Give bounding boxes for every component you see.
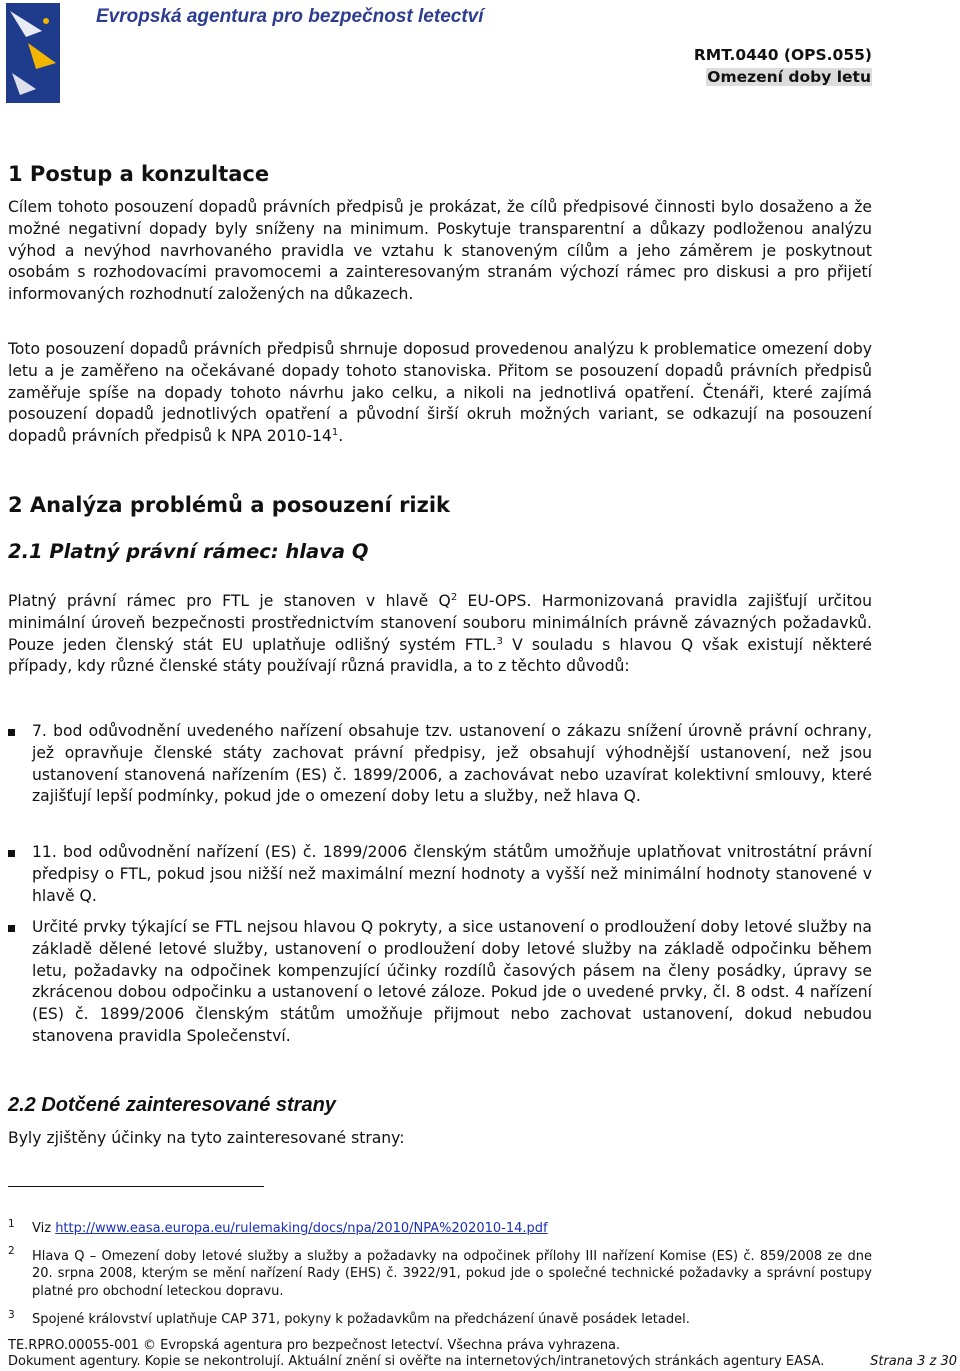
list-item xyxy=(8,721,872,808)
bullet-square-icon xyxy=(8,729,15,736)
list-item-text: 7. bod odůvodnění uvedeného nařízení obsahuje tzv. ustanovení o zákazu snížení úrovně právní ochrany, jež opravňuje členské státy zachovat právní předpisy, jež obsahují výhodnější ustanovení, než jsou ustanovení stanovená nařízením (ES) č. 1899/2006, a zachovávat nebo uzavírat kolektivní smlouvy, které zajišťují lepší podmínky, pokud jde o omezení doby letu a služby, než hlava Q. xyxy=(32,722,872,806)
document-subtitle: Omezení doby letu xyxy=(707,68,871,86)
npa-link[interactable]: http://www.easa.europa.eu/rulemaking/docs/npa/2010/NPA%202010-14.pdf xyxy=(55,1221,548,1236)
bullet-square-icon xyxy=(8,850,15,857)
page-number: Strana 3 z 30 xyxy=(870,1354,957,1369)
footnote-2: Hlava Q – Omezení doby letové služby a služby a požadavky na odpočinek přílohy III nařízení Komise (ES) č. 859/2008 ze dne 20. srpna 2008, kterým se mění nařízení Rady (EHS) č. 3922/91, pokud jde o společné technické požadavky a správní postupy platné pro obchodní leteckou dopravu. xyxy=(32,1249,872,1299)
list-item-text: 11. bod odůvodnění nařízení (ES) č. 1899/2006 členským státům umožňuje uplatňovat vnitrostátní právní předpisy o FTL, pokud jsou nižší než maximální mezní hodnoty a vyšší než minimální hodnoty stanovené v hlavě Q. xyxy=(32,843,872,905)
footnote-ref-3: 3 xyxy=(496,635,503,647)
paragraph-end: . xyxy=(338,427,344,446)
section-1-paragraph-2 xyxy=(8,339,872,448)
section-2-2-paragraph: Byly zjištěny účinky na tyto zainteresované strany: xyxy=(8,1129,405,1147)
easa-logo xyxy=(6,3,60,103)
footnote-ref-2: 2 xyxy=(450,591,458,603)
section-1-heading: 1 Postup a konzultace xyxy=(8,162,270,186)
logo-star-icon xyxy=(6,3,60,103)
list-item-text: Určité prvky týkající se FTL nejsou hlavou Q pokryty, a sice ustanovení o prodloužení doby letové služby na základě dělené letové služby, ustanovení o prodloužení doby letové služby na základě odpočinku během letu, požadavky na odpočinek kompenzující účinky rozdílů časových pásem na členy posádky, úpravy se zkrácenou dobou odpočinku a ustanovení o letové záloze. Pokud jde o uvedené prvky, čl. 8 odst. 4 nařízení (ES) č. 1899/2006 členským státům umožňuje přijmout nebo zachovat ustanovení, dokud nebudou stanovena pravidla Společenství. xyxy=(32,918,872,1045)
footer-copyright: TE.RPRO.00055-001 © Evropská agentura pro bezpečnost letectví. Všechna práva vyhrazena. xyxy=(8,1338,621,1353)
paragraph-text: Toto posouzení dopadů právních předpisů shrnuje doposud provedenou analýzu k problematice omezení doby letu a je zaměřeno na očekávané dopady tohoto stanoviska. Přitom se posouzení dopadů právních předpisů zaměřuje spíše na dopady tohoto návrhu jako celku, a nikoli na jednotlivá opatření. Čtenáři, které zajímá posouzení dopadů jednotlivých opatření a původní širší okruh možných variant, se odkazují na posouzení dopadů právních předpisů k NPA 2010-14 xyxy=(8,340,872,446)
paragraph-text-c: V souladu s hlavou Q však existují některé případy, kdy různé členské státy používají různá pravidla, a to z těchto důvodů: xyxy=(8,635,872,676)
list-item xyxy=(8,842,872,907)
section-2-1-heading: 2.1 Platný právní rámec: hlava Q xyxy=(8,540,369,563)
bullet-square-icon xyxy=(8,925,15,932)
footer-disclaimer: Dokument agentury. Kopie se nekontrolují. Aktuální znění si ověřte na internetových/intranetových stránkách agentury EASA. xyxy=(8,1354,825,1369)
section-2-2-heading: 2.2 Dotčené zainteresované strany xyxy=(8,1094,336,1116)
section-2-heading: 2 Analýza problémů a posouzení rizik xyxy=(8,493,451,517)
footnote-ref-1: 1 xyxy=(331,427,339,438)
footnote-number: 2 xyxy=(8,1245,15,1257)
section-1-paragraph-1: Cílem tohoto posouzení dopadů právních předpisů je prokázat, že cílů předpisové činnosti bylo dosaženo a že možné negativní dopady byly sníženy na minimum. Poskytuje transparentní a důkazy podloženou analýzu výhod a nevýhod navrhovaného pravidla ve vztahu k stanoveným cílům a jeho záměrem je poskytnout osobám s rozhodovacími pravomocemi a zainteresovaným stranám výchozí rámec pro diskusi a pro přijetí informovaných rozhodnutí založených na důkazech. xyxy=(8,198,872,304)
footnote-prefix: Viz xyxy=(32,1221,56,1236)
paragraph-text-a: Platný právní rámec pro FTL je stanoven v hlavě Q xyxy=(8,592,451,610)
section-2-1-paragraph xyxy=(8,591,872,678)
footnote-number: 3 xyxy=(8,1309,15,1321)
footnote-1 xyxy=(32,1220,872,1237)
footnote-separator xyxy=(8,1186,264,1187)
paragraph-text-b: EU-OPS. Harmonizovaná pravidla zajišťují určitou minimální úroveň bezpečnosti prostřednictvím stanovení souboru minimálních právně závazných požadavků. Pouze jeden členský stát EU uplatňuje odlišný systém FTL. xyxy=(8,592,872,654)
footnote-3: Spojené království uplatňuje CAP 371, pokyny k požadavkům na předcházení únavě posádek letadel. xyxy=(32,1312,690,1327)
list-item xyxy=(8,917,872,1048)
agency-name: Evropská agentura pro bezpečnost letectví xyxy=(96,6,484,27)
footnote-number: 1 xyxy=(8,1218,15,1230)
document-reference: RMT.0440 (OPS.055) xyxy=(693,46,872,64)
